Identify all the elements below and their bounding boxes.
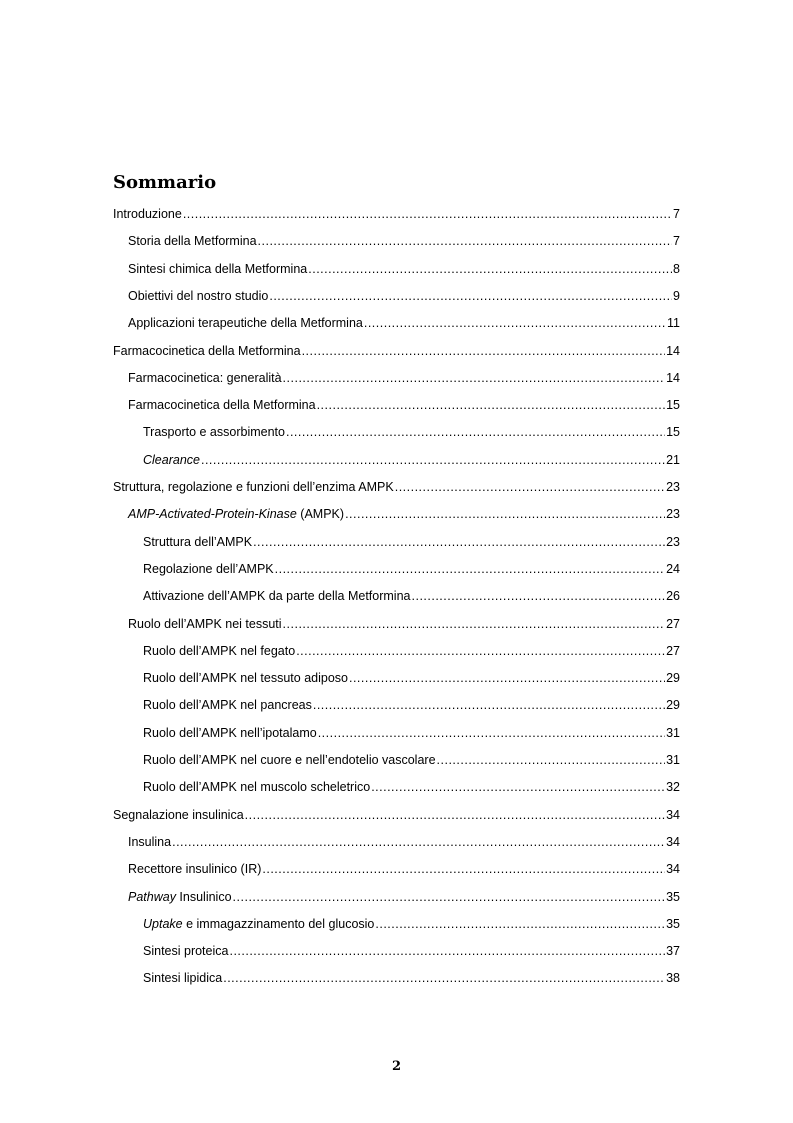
toc-entry-label-text: Farmacocinetica della Metformina [113,343,301,358]
toc-entry-level-3[interactable] [143,778,680,796]
toc-entry-label-text: Ruolo dell’AMPK nei tessuti [128,616,282,631]
toc-entry-level-2[interactable] [128,615,680,633]
toc-entry-level-1[interactable] [113,806,680,824]
toc-entry-label [143,724,317,742]
toc-entry-label-text: Obiettivi del nostro studio [128,288,269,303]
toc-entry-level-1[interactable] [113,205,680,223]
toc-entry-label [128,260,307,278]
toc-entry-level-3[interactable] [143,669,680,687]
toc-entry-label-text: Introduzione [113,207,182,221]
toc-entry-page: 29 [666,698,680,713]
toc-entry-label [143,915,374,933]
toc-entry-label-text: Ruolo dell’AMPK nel muscolo scheletrico [143,780,371,795]
toc-dot-leader [437,751,666,769]
toc-dot-leader [245,806,665,824]
toc-entry-label [143,533,252,551]
toc-entry-level-2[interactable] [128,314,680,332]
toc-dot-leader [296,642,665,660]
toc-entry-label-italic: Uptake [143,916,183,931]
toc-entry-page: 31 [666,725,680,740]
toc-entry-level-3[interactable] [143,451,680,469]
toc-dot-leader [302,342,666,360]
toc-dot-leader [317,396,666,414]
toc-entry-page: 9 [673,288,680,303]
toc-entry-level-2[interactable] [128,860,680,878]
toc-dot-leader [395,478,665,496]
toc-entry-label [128,287,268,305]
toc-entry-page: 14 [666,343,680,358]
toc-entry-level-3[interactable] [143,915,680,933]
toc-entry-label-text: Sintesi lipidica [143,971,223,986]
toc-dot-leader [262,860,665,878]
toc-entry-page: 27 [666,643,680,658]
page-number: 2 [391,1059,402,1074]
toc-entry-label [128,833,171,851]
toc-entry-label-text: Ruolo dell’AMPK nel fegato [143,643,296,658]
toc-entry-label [128,505,344,523]
toc-dot-leader [183,205,672,223]
toc-entry-label [143,642,295,660]
toc-entry-label-text: Storia della Metformina [128,234,257,249]
toc-entry-label [128,888,232,906]
toc-entry-label-text: Struttura, regolazione e funzioni dell’enzima AMPK [113,480,394,494]
toc-entry-level-1[interactable] [113,478,680,496]
toc-entry-level-2[interactable] [128,833,680,851]
toc-entry-label-text: Sintesi proteica [143,944,229,959]
toc-entry-label [128,396,316,414]
toc-entry-page: 23 [666,507,680,522]
toc-entry-label-text: Ruolo dell’AMPK nel cuore e nell’endotelio vascolare [143,753,436,767]
toc-entry-page: 35 [666,916,680,931]
toc-entry-level-2[interactable] [128,260,680,278]
toc-entry-label [143,423,285,441]
toc-entry-label-italic: Pathway [128,889,176,904]
toc-entry-page: 15 [666,398,680,413]
toc-entry-label [143,942,228,960]
toc-entry-label-text: Regolazione dell’AMPK [143,561,274,576]
toc-entry-page: 38 [666,971,680,986]
toc-dot-leader [223,969,665,987]
toc-dot-leader [275,560,665,578]
toc-entry-label [143,969,222,987]
toc-entry-level-3[interactable] [143,642,680,660]
toc-entry-page: 11 [667,316,680,331]
toc-entry-label [143,696,312,714]
toc-entry-level-3[interactable] [143,560,680,578]
toc-entry-label-text: Struttura dell’AMPK [143,534,253,549]
toc-entry-label-text: Insulina [128,834,172,849]
toc-entry-label-text: Trasporto e assorbimento [143,425,285,440]
toc-entry-page: 31 [666,753,680,767]
toc-entry-label-italic: Clearance [143,452,200,467]
toc-entry-level-1[interactable] [113,342,680,360]
toc-title: Sommario [113,172,217,193]
toc-entry-page: 14 [666,370,680,385]
toc-entry-level-3[interactable] [143,533,680,551]
toc-entry-label-text: Attivazione dell’AMPK da parte della Metformina [143,589,411,604]
toc-entry-label [113,342,301,360]
toc-entry-page: 23 [666,480,680,494]
toc-entry-label [143,751,436,769]
toc-entry-page: 29 [666,671,680,686]
toc-entry-label-text: Farmacocinetica della Metformina [128,398,316,413]
toc-entry-label-text: Insulinico [175,889,232,904]
toc-entry-label-text: Ruolo dell’AMPK nel tessuto adiposo [143,671,348,686]
toc-entry-label-italic: AMP-Activated-Protein-Kinase [128,507,297,522]
toc-entry-level-2[interactable] [128,369,680,387]
toc-dot-leader [283,369,666,387]
toc-entry-page: 35 [666,889,680,904]
toc-entry-label-text: Recettore insulinico (IR) [128,862,262,877]
toc-entry-page: 15 [666,425,680,440]
toc-entry-page: 24 [666,561,680,576]
toc-entry-level-3[interactable] [143,969,680,987]
toc-entry-level-2[interactable] [128,888,680,906]
toc-entry-label [128,314,363,332]
toc-entry-label-text: (AMPK) [296,507,345,522]
toc-entry-label [128,232,257,250]
toc-dot-leader [258,232,673,250]
toc-entry-label-text: Ruolo dell’AMPK nel pancreas [143,698,312,713]
toc-entry-label [143,778,370,796]
toc-entry-level-3[interactable] [143,696,680,714]
toc-entry-page: 34 [666,862,680,877]
toc-entry-page: 34 [666,807,680,822]
toc-entry-label [143,587,411,605]
toc-entry-label [143,669,348,687]
toc-entry-page: 27 [666,616,680,631]
toc-dot-leader [375,915,665,933]
toc-dot-leader [313,696,665,714]
toc-entry-page: 26 [666,589,680,604]
toc-dot-leader [349,669,665,687]
toc-entry-page: 37 [666,944,680,959]
toc-entry-label [113,205,182,223]
toc-entry-label-text: Segnalazione insulinica [113,807,244,822]
toc-entry-level-3[interactable] [143,751,680,769]
toc-dot-leader [286,423,665,441]
toc-entry-level-2[interactable] [128,287,680,305]
toc-entry-level-3[interactable] [143,724,680,742]
toc-entry-page: 34 [666,834,680,849]
toc-entry-level-3[interactable] [143,942,680,960]
toc-entry-page: 23 [666,534,680,549]
toc-entry-label-text: e immagazzinamento del glucosio [182,916,375,931]
toc-entry-level-2[interactable] [128,232,680,250]
toc-entry-label [113,806,244,824]
toc-dot-leader [308,260,672,278]
toc-entry-page: 21 [666,452,680,467]
toc-entry-level-2[interactable] [128,396,680,414]
toc-dot-leader [269,287,672,305]
toc-dot-leader [345,505,665,523]
toc-dot-leader [318,724,665,742]
toc-dot-leader [364,314,666,332]
toc-entry-label [128,615,282,633]
toc-entry-page: 7 [673,207,680,221]
toc-dot-leader [253,533,665,551]
toc-entry-level-3[interactable] [143,423,680,441]
toc-dot-leader [283,615,666,633]
toc-dot-leader [412,587,666,605]
toc-dot-leader [371,778,665,796]
toc-entry-page: 7 [673,234,680,249]
toc-dot-leader [172,833,665,851]
toc-entry-level-2[interactable] [128,505,680,523]
toc-entry-page: 8 [673,261,680,276]
toc-entry-label [128,860,261,878]
toc-entry-label [143,451,200,469]
toc-entry-label-text: Sintesi chimica della Metformina [128,261,308,276]
toc-entry-page: 32 [666,780,680,795]
toc-dot-leader [201,451,665,469]
toc-entry-label-text: Farmacocinetica: generalità [128,370,282,385]
toc-entry-label-text: Applicazioni terapeutiche della Metformina [128,316,363,331]
toc-entry-level-3[interactable] [143,587,680,605]
toc-entry-label [128,369,282,387]
toc-dot-leader [233,888,666,906]
toc-entry-label-text: Ruolo dell’AMPK nell’ipotalamo [143,725,317,740]
toc-dot-leader [229,942,665,960]
toc-entry-label [113,478,394,496]
toc-entry-label [143,560,274,578]
